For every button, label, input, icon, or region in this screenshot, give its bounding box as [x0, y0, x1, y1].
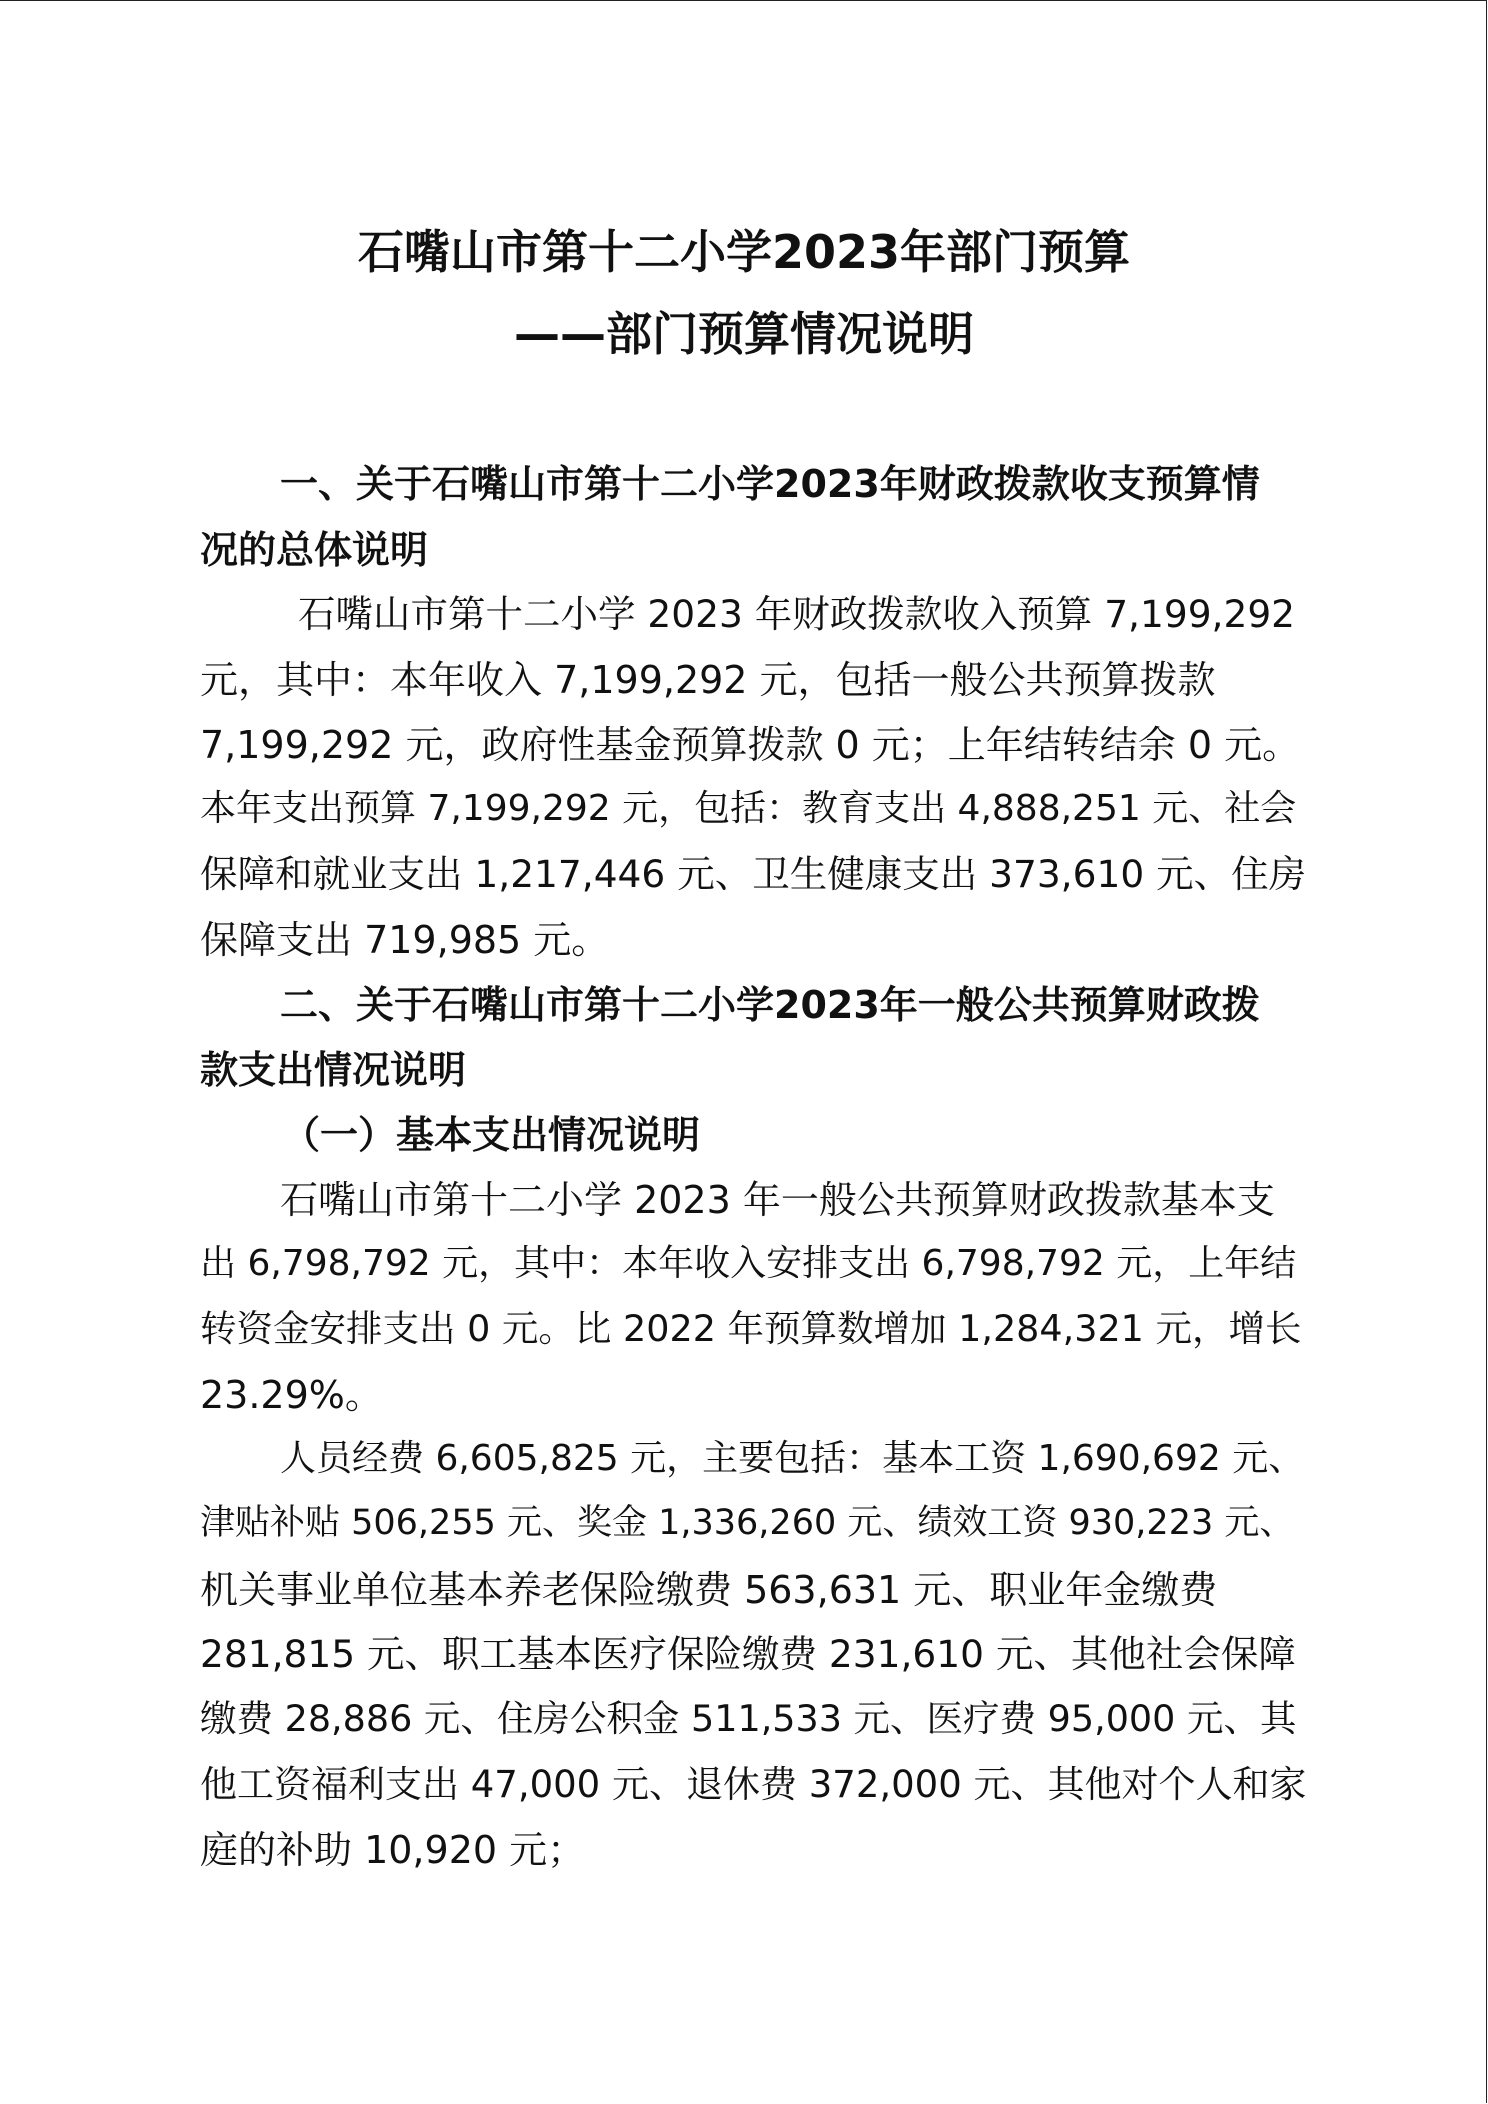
section2-heading-line1: 二、关于石嘴山市第十二小学2023年一般公共预算财政拨: [280, 983, 1260, 1027]
section1-heading-line1: 一、关于石嘴山市第十二小学2023年财政拨款收支预算情: [280, 462, 1260, 506]
basic-expense-line: 23.29%。: [200, 1373, 383, 1417]
subsection-heading: （一）基本支出情况说明: [282, 1113, 701, 1157]
personnel-expense-line: 缴费 28,886 元、住房公积金 511,533 元、医疗费 95,000 元、其: [200, 1697, 1297, 1740]
section2-heading-line2: 款支出情况说明: [200, 1048, 467, 1092]
section1-heading-line2: 况的总体说明: [200, 528, 429, 572]
section1-body-line: 本年支出预算 7,199,292 元，包括：教育支出 4,888,251 元、社会: [200, 788, 1297, 829]
personnel-expense-line: 他工资福利支出 47,000 元、退休费 372,000 元、其他对个人和家: [200, 1763, 1307, 1806]
section1-body-line: 7,199,292 元，政府性基金预算拨款 0 元；上年结转结余 0 元。: [200, 723, 1301, 767]
basic-expense-line: 转资金安排支出 0 元。比 2022 年预算数增加 1,284,321 元，增长: [200, 1307, 1302, 1350]
section1-body-line: 保障和就业支出 1,217,446 元、卫生健康支出 373,610 元、住房: [200, 852, 1307, 896]
personnel-expense-line: 庭的补助 10,920 元；: [200, 1828, 586, 1872]
section1-body-line: 保障支出 719,985 元。: [200, 918, 610, 962]
section1-body-line: 石嘴山市第十二小学 2023 年财政拨款收入预算 7,199,292: [298, 592, 1296, 636]
document-subtitle: ——部门预算情况说明: [514, 307, 974, 361]
personnel-expense-line: 津贴补贴 506,255 元、奖金 1,336,260 元、绩效工资 930,223 元、: [200, 1503, 1295, 1543]
section1-body-line: 元，其中：本年收入 7,199,292 元，包括一般公共预算拨款: [200, 658, 1216, 702]
personnel-expense-line: 机关事业单位基本养老保险缴费 563,631 元、职业年金缴费: [200, 1568, 1218, 1612]
basic-expense-line: 石嘴山市第十二小学 2023 年一般公共预算财政拨款基本支: [280, 1178, 1275, 1222]
personnel-expense-line: 人员经费 6,605,825 元，主要包括：基本工资 1,690,692 元、: [280, 1438, 1305, 1479]
basic-expense-line: 出 6,798,792 元，其中：本年收入安排支出 6,798,792 元，上年结: [200, 1243, 1297, 1284]
document-title: 石嘴山市第十二小学2023年部门预算: [357, 225, 1131, 279]
personnel-expense-line: 281,815 元、职工基本医疗保险缴费 231,610 元、其他社会保障: [200, 1632, 1296, 1676]
